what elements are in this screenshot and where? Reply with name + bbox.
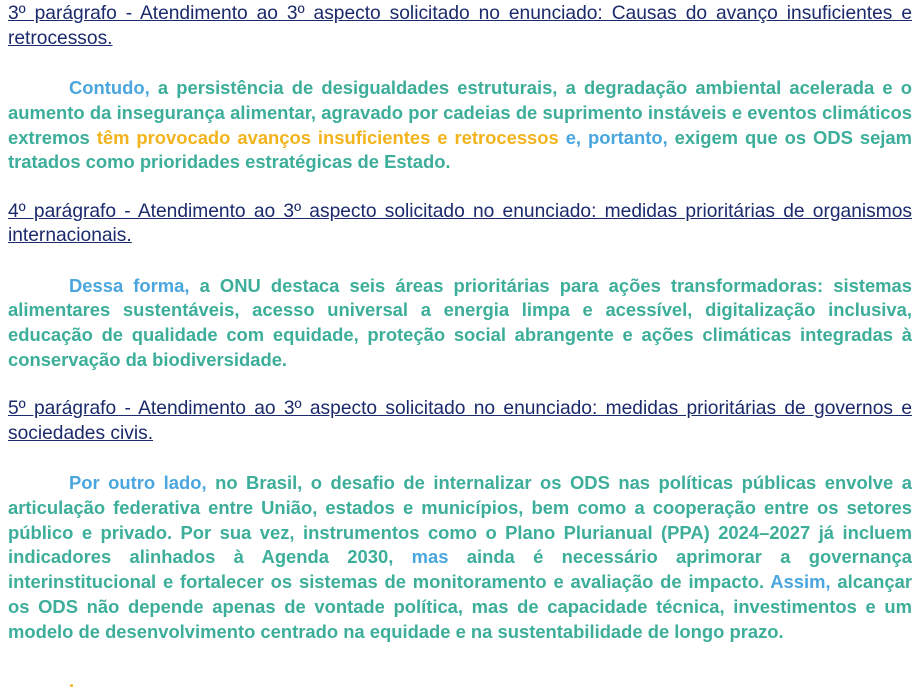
connector-portanto: e, portanto, — [558, 126, 668, 148]
section-3-heading: 3º parágrafo - Atendimento ao 3º aspecto solicitado no enunciado: Causas do avanço insuficientes e retrocessos. — [8, 3, 912, 49]
connector-por-outro-lado: Por outro lado, — [69, 472, 207, 494]
section-5-paragraph — [8, 471, 912, 644]
paragraph-text: a ONU destaca seis áreas prioritárias para ações transformadoras: sistemas alimentares sustentáveis, acesso universal a energia limpa e acessível, digitalização inclusiva, educação de qualidade com equidade, proteção social abrangente e ações climáticas integradas à conservação da biodiversidade. — [8, 274, 912, 370]
section-5-heading: 5º parágrafo - Atendimento ao 3º aspecto solicitado no enunciado: medidas prioritárias de governos e sociedades civis. — [8, 398, 912, 444]
paragraph-text: exigem que os ODS sejam tratados como prioridades estratégicas de Estado. — [8, 126, 912, 173]
paragraph-text: alcançar os ODS não depende apenas de vontade política, mas de capacidade técnica, investimentos e um modelo de desenvolvimento centrado na equidade e na sustentabilidade de longo prazo. — [8, 571, 912, 642]
connector-dessa-forma: Dessa forma, — [69, 274, 190, 296]
connector-contudo: Contudo, — [69, 77, 150, 99]
paragraph-text: no Brasil, o desafio de internalizar os ODS nas políticas públicas envolve a articulação federativa entre União, estados e municípios, bem como a cooperação entre os setores público e privado. Por sua vez, instrumentos como o Plano Plurianual (PPA) 2024–2027 já incluem indicadores alinhados à Agenda 2030, — [8, 472, 912, 568]
trailing-mark: . — [69, 669, 75, 691]
section-3-paragraph — [8, 76, 912, 175]
connector-mas: mas — [411, 546, 449, 568]
connector-assim: Assim, — [770, 571, 831, 593]
highlight-consequence: têm provocado avanços insuficientes e retrocessos — [96, 126, 559, 148]
section-4-paragraph — [8, 274, 912, 373]
paragraph-text: ainda é necessário aprimorar a governança interinstitucional e fortalecer os sistemas de monitoramento e avaliação de impacto. — [8, 546, 912, 593]
paragraph-text: a persistência de desigualdades estruturais, a degradação ambiental acelerada e o aumento da insegurança alimentar, agravado por cadeias de suprimento instáveis e eventos climáticos extremos — [8, 77, 912, 148]
section-4-heading: 4º parágrafo - Atendimento ao 3º aspecto solicitado no enunciado: medidas prioritárias de organismos internacionais. — [8, 200, 912, 247]
